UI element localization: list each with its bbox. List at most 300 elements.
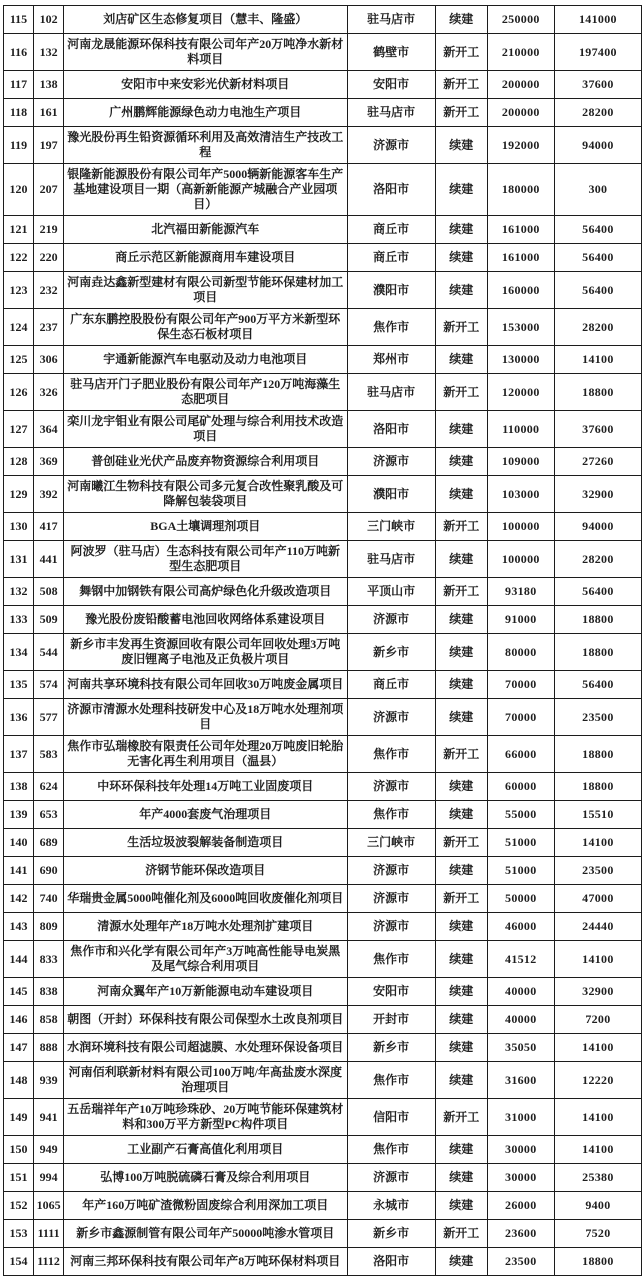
city-cell: 鹤壁市 bbox=[347, 34, 435, 71]
city-cell: 济源市 bbox=[347, 913, 435, 941]
sequence-number-cell: 153 bbox=[4, 1220, 34, 1248]
table-row bbox=[4, 1248, 642, 1276]
project-name-cell: 工业副产石膏高值化利用项目 bbox=[64, 1136, 347, 1164]
table-row bbox=[4, 978, 642, 1006]
annual-investment-cell: 28200 bbox=[554, 541, 641, 578]
project-name-cell: 焦作市弘瑞橡胶有限责任公司年处理20万吨废旧轮胎无害化再生利用项目（温县） bbox=[64, 736, 347, 773]
project-name-cell: 生活垃圾波裂解装备制造项目 bbox=[64, 829, 347, 857]
city-cell: 洛阳市 bbox=[347, 164, 435, 216]
sequence-number-cell: 119 bbox=[4, 127, 34, 164]
city-cell: 新乡市 bbox=[347, 1220, 435, 1248]
sequence-number-cell: 139 bbox=[4, 801, 34, 829]
annual-investment-cell: 47000 bbox=[554, 885, 641, 913]
sequence-number-cell: 146 bbox=[4, 1006, 34, 1034]
project-name-cell: 栾川龙宇钼业有限公司尾矿处理与综合利用技术改造项目 bbox=[64, 411, 347, 448]
table-row bbox=[4, 1220, 642, 1248]
total-investment-cell: 70000 bbox=[487, 671, 554, 699]
city-cell: 三门峡市 bbox=[347, 513, 435, 541]
sequence-number-cell: 152 bbox=[4, 1192, 34, 1220]
annual-investment-cell: 27260 bbox=[554, 448, 641, 476]
city-cell: 开封市 bbox=[347, 1006, 435, 1034]
total-investment-cell: 120000 bbox=[487, 374, 554, 411]
table-row bbox=[4, 346, 642, 374]
total-investment-cell: 55000 bbox=[487, 801, 554, 829]
table-row bbox=[4, 1099, 642, 1136]
city-cell: 焦作市 bbox=[347, 736, 435, 773]
annual-investment-cell: 14100 bbox=[554, 941, 641, 978]
project-name-cell: 阿波罗（驻马店）生态科技有限公司年产110万吨新型生态肥项目 bbox=[64, 541, 347, 578]
total-investment-cell: 30000 bbox=[487, 1164, 554, 1192]
total-investment-cell: 100000 bbox=[487, 513, 554, 541]
sequence-number-cell: 124 bbox=[4, 309, 34, 346]
rank-number-cell: 653 bbox=[34, 801, 64, 829]
total-investment-cell: 161000 bbox=[487, 244, 554, 272]
total-investment-cell: 66000 bbox=[487, 736, 554, 773]
table-row bbox=[4, 736, 642, 773]
status-cell: 续建 bbox=[435, 346, 487, 374]
project-name-cell: 朝图（开封）环保科技有限公司保型水土改良剂项目 bbox=[64, 1006, 347, 1034]
city-cell: 商丘市 bbox=[347, 244, 435, 272]
sequence-number-cell: 143 bbox=[4, 913, 34, 941]
status-cell: 续建 bbox=[435, 671, 487, 699]
table-row bbox=[4, 1006, 642, 1034]
annual-investment-cell: 141000 bbox=[554, 6, 641, 34]
annual-investment-cell: 12220 bbox=[554, 1062, 641, 1099]
table-row bbox=[4, 699, 642, 736]
rank-number-cell: 809 bbox=[34, 913, 64, 941]
total-investment-cell: 91000 bbox=[487, 606, 554, 634]
rank-number-cell: 237 bbox=[34, 309, 64, 346]
total-investment-cell: 26000 bbox=[487, 1192, 554, 1220]
project-name-cell: 驻马店开门子肥业股份有限公司年产120万吨海藻生态肥项目 bbox=[64, 374, 347, 411]
status-cell: 新开工 bbox=[435, 578, 487, 606]
city-cell: 平顶山市 bbox=[347, 578, 435, 606]
annual-investment-cell: 14100 bbox=[554, 829, 641, 857]
city-cell: 驻马店市 bbox=[347, 374, 435, 411]
city-cell: 商丘市 bbox=[347, 671, 435, 699]
total-investment-cell: 23600 bbox=[487, 1220, 554, 1248]
status-cell: 续建 bbox=[435, 476, 487, 513]
rank-number-cell: 838 bbox=[34, 978, 64, 1006]
rank-number-cell: 833 bbox=[34, 941, 64, 978]
sequence-number-cell: 151 bbox=[4, 1164, 34, 1192]
annual-investment-cell: 300 bbox=[554, 164, 641, 216]
table-row bbox=[4, 476, 642, 513]
table-row bbox=[4, 216, 642, 244]
total-investment-cell: 35050 bbox=[487, 1034, 554, 1062]
sequence-number-cell: 142 bbox=[4, 885, 34, 913]
sequence-number-cell: 115 bbox=[4, 6, 34, 34]
city-cell: 济源市 bbox=[347, 127, 435, 164]
rank-number-cell: 102 bbox=[34, 6, 64, 34]
project-name-cell: 银隆新能源股份有限公司年产5000辆新能源客车生产基地建设项目一期（高新新能源产城融合产业园项目） bbox=[64, 164, 347, 216]
city-cell: 永城市 bbox=[347, 1192, 435, 1220]
status-cell: 新开工 bbox=[435, 736, 487, 773]
annual-investment-cell: 14100 bbox=[554, 1136, 641, 1164]
project-name-cell: BGA土壤调理剂项目 bbox=[64, 513, 347, 541]
sequence-number-cell: 125 bbox=[4, 346, 34, 374]
city-cell: 濮阳市 bbox=[347, 272, 435, 309]
total-investment-cell: 60000 bbox=[487, 773, 554, 801]
rank-number-cell: 417 bbox=[34, 513, 64, 541]
project-name-cell: 舞钢中加钢铁有限公司高炉绿色化升级改造项目 bbox=[64, 578, 347, 606]
project-name-cell: 北汽福田新能源汽车 bbox=[64, 216, 347, 244]
sequence-number-cell: 116 bbox=[4, 34, 34, 71]
total-investment-cell: 93180 bbox=[487, 578, 554, 606]
city-cell: 洛阳市 bbox=[347, 1248, 435, 1276]
annual-investment-cell: 14100 bbox=[554, 1034, 641, 1062]
city-cell: 安阳市 bbox=[347, 71, 435, 99]
project-name-cell: 清源水处理年产18万吨水处理剂扩建项目 bbox=[64, 913, 347, 941]
annual-investment-cell: 28200 bbox=[554, 309, 641, 346]
annual-investment-cell: 197400 bbox=[554, 34, 641, 71]
sequence-number-cell: 127 bbox=[4, 411, 34, 448]
annual-investment-cell: 56400 bbox=[554, 578, 641, 606]
rank-number-cell: 132 bbox=[34, 34, 64, 71]
status-cell: 续建 bbox=[435, 541, 487, 578]
rank-number-cell: 219 bbox=[34, 216, 64, 244]
sequence-number-cell: 150 bbox=[4, 1136, 34, 1164]
project-name-cell: 豫光股份废铅酸蓄电池回收网络体系建设项目 bbox=[64, 606, 347, 634]
city-cell: 焦作市 bbox=[347, 309, 435, 346]
table-row bbox=[4, 1062, 642, 1099]
status-cell: 续建 bbox=[435, 1164, 487, 1192]
status-cell: 续建 bbox=[435, 216, 487, 244]
status-cell: 续建 bbox=[435, 1006, 487, 1034]
rank-number-cell: 939 bbox=[34, 1062, 64, 1099]
status-cell: 续建 bbox=[435, 272, 487, 309]
project-name-cell: 宇通新能源汽车电驱动及动力电池项目 bbox=[64, 346, 347, 374]
sequence-number-cell: 123 bbox=[4, 272, 34, 309]
sequence-number-cell: 128 bbox=[4, 448, 34, 476]
project-name-cell: 豫光股份再生铅资源循环利用及高效清洁生产技改工程 bbox=[64, 127, 347, 164]
total-investment-cell: 31600 bbox=[487, 1062, 554, 1099]
table-row bbox=[4, 34, 642, 71]
rank-number-cell: 583 bbox=[34, 736, 64, 773]
table-row bbox=[4, 1034, 642, 1062]
sequence-number-cell: 144 bbox=[4, 941, 34, 978]
status-cell: 续建 bbox=[435, 699, 487, 736]
table-row bbox=[4, 99, 642, 127]
status-cell: 续建 bbox=[435, 606, 487, 634]
table-row bbox=[4, 71, 642, 99]
total-investment-cell: 180000 bbox=[487, 164, 554, 216]
annual-investment-cell: 7200 bbox=[554, 1006, 641, 1034]
rank-number-cell: 364 bbox=[34, 411, 64, 448]
total-investment-cell: 50000 bbox=[487, 885, 554, 913]
project-name-cell: 广州鹏辉能源绿色动力电池生产项目 bbox=[64, 99, 347, 127]
city-cell: 济源市 bbox=[347, 606, 435, 634]
rank-number-cell: 858 bbox=[34, 1006, 64, 1034]
sequence-number-cell: 118 bbox=[4, 99, 34, 127]
status-cell: 新开工 bbox=[435, 309, 487, 346]
project-name-cell: 安阳市中来安彩光伏新材料项目 bbox=[64, 71, 347, 99]
sequence-number-cell: 121 bbox=[4, 216, 34, 244]
sequence-number-cell: 126 bbox=[4, 374, 34, 411]
table-row bbox=[4, 244, 642, 272]
sequence-number-cell: 137 bbox=[4, 736, 34, 773]
total-investment-cell: 31000 bbox=[487, 1099, 554, 1136]
status-cell: 续建 bbox=[435, 1136, 487, 1164]
annual-investment-cell: 18800 bbox=[554, 634, 641, 671]
rank-number-cell: 740 bbox=[34, 885, 64, 913]
city-cell: 济源市 bbox=[347, 857, 435, 885]
sequence-number-cell: 138 bbox=[4, 773, 34, 801]
status-cell: 新开工 bbox=[435, 71, 487, 99]
project-name-cell: 济钢节能环保改造项目 bbox=[64, 857, 347, 885]
annual-investment-cell: 28200 bbox=[554, 99, 641, 127]
project-name-cell: 河南众翼年产10万新能源电动车建设项目 bbox=[64, 978, 347, 1006]
status-cell: 续建 bbox=[435, 857, 487, 885]
sequence-number-cell: 131 bbox=[4, 541, 34, 578]
project-name-cell: 刘店矿区生态修复项目（慧丰、隆盛） bbox=[64, 6, 347, 34]
city-cell: 济源市 bbox=[347, 448, 435, 476]
city-cell: 郑州市 bbox=[347, 346, 435, 374]
city-cell: 焦作市 bbox=[347, 941, 435, 978]
project-name-cell: 河南佰利联新材料有限公司100万吨/年高盐废水深度治理项目 bbox=[64, 1062, 347, 1099]
rank-number-cell: 161 bbox=[34, 99, 64, 127]
total-investment-cell: 41512 bbox=[487, 941, 554, 978]
rank-number-cell: 441 bbox=[34, 541, 64, 578]
project-name-cell: 河南曦江生物科技有限公司多元复合改性聚乳酸及可降解包装袋项目 bbox=[64, 476, 347, 513]
table-row bbox=[4, 578, 642, 606]
total-investment-cell: 210000 bbox=[487, 34, 554, 71]
rank-number-cell: 1111 bbox=[34, 1220, 64, 1248]
project-name-cell: 济源市清源水处理科技研发中心及18万吨水处理剂项目 bbox=[64, 699, 347, 736]
status-cell: 新开工 bbox=[435, 829, 487, 857]
city-cell: 商丘市 bbox=[347, 216, 435, 244]
status-cell: 续建 bbox=[435, 1062, 487, 1099]
status-cell: 新开工 bbox=[435, 99, 487, 127]
total-investment-cell: 51000 bbox=[487, 829, 554, 857]
city-cell: 济源市 bbox=[347, 699, 435, 736]
annual-investment-cell: 94000 bbox=[554, 513, 641, 541]
city-cell: 济源市 bbox=[347, 885, 435, 913]
total-investment-cell: 40000 bbox=[487, 1006, 554, 1034]
project-list-table bbox=[3, 5, 642, 1276]
annual-investment-cell: 37600 bbox=[554, 71, 641, 99]
total-investment-cell: 103000 bbox=[487, 476, 554, 513]
status-cell: 续建 bbox=[435, 913, 487, 941]
sequence-number-cell: 130 bbox=[4, 513, 34, 541]
annual-investment-cell: 32900 bbox=[554, 978, 641, 1006]
total-investment-cell: 110000 bbox=[487, 411, 554, 448]
table-row bbox=[4, 127, 642, 164]
status-cell: 续建 bbox=[435, 411, 487, 448]
sequence-number-cell: 132 bbox=[4, 578, 34, 606]
rank-number-cell: 326 bbox=[34, 374, 64, 411]
status-cell: 续建 bbox=[435, 634, 487, 671]
project-name-cell: 五岳瑞祥年产10万吨珍珠砂、20万吨节能环保建筑材料和300万平方新型PC构件项目 bbox=[64, 1099, 347, 1136]
status-cell: 续建 bbox=[435, 1192, 487, 1220]
city-cell: 济源市 bbox=[347, 1164, 435, 1192]
table-row bbox=[4, 1164, 642, 1192]
total-investment-cell: 46000 bbox=[487, 913, 554, 941]
annual-investment-cell: 18800 bbox=[554, 1248, 641, 1276]
table-row bbox=[4, 773, 642, 801]
project-name-cell: 年产4000套废气治理项目 bbox=[64, 801, 347, 829]
rank-number-cell: 624 bbox=[34, 773, 64, 801]
status-cell: 续建 bbox=[435, 164, 487, 216]
rank-number-cell: 690 bbox=[34, 857, 64, 885]
annual-investment-cell: 56400 bbox=[554, 272, 641, 309]
sequence-number-cell: 133 bbox=[4, 606, 34, 634]
total-investment-cell: 70000 bbox=[487, 699, 554, 736]
annual-investment-cell: 23500 bbox=[554, 857, 641, 885]
annual-investment-cell: 56400 bbox=[554, 244, 641, 272]
sequence-number-cell: 135 bbox=[4, 671, 34, 699]
annual-investment-cell: 15510 bbox=[554, 801, 641, 829]
total-investment-cell: 40000 bbox=[487, 978, 554, 1006]
project-name-cell: 河南垚达鑫新型建材有限公司新型节能环保建材加工项目 bbox=[64, 272, 347, 309]
total-investment-cell: 100000 bbox=[487, 541, 554, 578]
rank-number-cell: 1112 bbox=[34, 1248, 64, 1276]
rank-number-cell: 544 bbox=[34, 634, 64, 671]
status-cell: 新开工 bbox=[435, 374, 487, 411]
rank-number-cell: 220 bbox=[34, 244, 64, 272]
city-cell: 驻马店市 bbox=[347, 6, 435, 34]
city-cell: 驻马店市 bbox=[347, 541, 435, 578]
annual-investment-cell: 18800 bbox=[554, 773, 641, 801]
project-name-cell: 弘博100万吨脱硫磷石膏及综合利用项目 bbox=[64, 1164, 347, 1192]
project-name-cell: 河南三邦环保科技有限公司年产8万吨环保材料项目 bbox=[64, 1248, 347, 1276]
total-investment-cell: 161000 bbox=[487, 216, 554, 244]
sequence-number-cell: 154 bbox=[4, 1248, 34, 1276]
sequence-number-cell: 129 bbox=[4, 476, 34, 513]
total-investment-cell: 200000 bbox=[487, 71, 554, 99]
project-name-cell: 广东东鹏控股股份有限公司年产900万平方米新型环保生态石板材项目 bbox=[64, 309, 347, 346]
rank-number-cell: 949 bbox=[34, 1136, 64, 1164]
status-cell: 续建 bbox=[435, 978, 487, 1006]
rank-number-cell: 1065 bbox=[34, 1192, 64, 1220]
status-cell: 续建 bbox=[435, 1034, 487, 1062]
total-investment-cell: 192000 bbox=[487, 127, 554, 164]
city-cell: 焦作市 bbox=[347, 1136, 435, 1164]
city-cell: 新乡市 bbox=[347, 634, 435, 671]
status-cell: 新开工 bbox=[435, 34, 487, 71]
status-cell: 续建 bbox=[435, 1248, 487, 1276]
total-investment-cell: 130000 bbox=[487, 346, 554, 374]
status-cell: 续建 bbox=[435, 6, 487, 34]
rank-number-cell: 207 bbox=[34, 164, 64, 216]
sequence-number-cell: 145 bbox=[4, 978, 34, 1006]
total-investment-cell: 51000 bbox=[487, 857, 554, 885]
project-name-cell: 年产160万吨矿渣微粉固废综合利用深加工项目 bbox=[64, 1192, 347, 1220]
annual-investment-cell: 18800 bbox=[554, 736, 641, 773]
table-row bbox=[4, 885, 642, 913]
project-name-cell: 焦作市和兴化学有限公司年产3万吨高性能导电炭黑及尾气综合利用项目 bbox=[64, 941, 347, 978]
project-name-cell: 新乡市鑫源制管有限公司年产50000吨渗水管项目 bbox=[64, 1220, 347, 1248]
city-cell: 新乡市 bbox=[347, 1034, 435, 1062]
sequence-number-cell: 140 bbox=[4, 829, 34, 857]
status-cell: 新开工 bbox=[435, 513, 487, 541]
annual-investment-cell: 23500 bbox=[554, 699, 641, 736]
table-row bbox=[4, 448, 642, 476]
annual-investment-cell: 32900 bbox=[554, 476, 641, 513]
total-investment-cell: 23500 bbox=[487, 1248, 554, 1276]
status-cell: 续建 bbox=[435, 941, 487, 978]
rank-number-cell: 577 bbox=[34, 699, 64, 736]
rank-number-cell: 888 bbox=[34, 1034, 64, 1062]
table-row bbox=[4, 374, 642, 411]
sequence-number-cell: 147 bbox=[4, 1034, 34, 1062]
sequence-number-cell: 117 bbox=[4, 71, 34, 99]
table-row bbox=[4, 913, 642, 941]
city-cell: 信阳市 bbox=[347, 1099, 435, 1136]
table-body bbox=[4, 6, 642, 1276]
annual-investment-cell: 7520 bbox=[554, 1220, 641, 1248]
project-name-cell: 中环环保科技年处理14万吨工业固废项目 bbox=[64, 773, 347, 801]
city-cell: 焦作市 bbox=[347, 801, 435, 829]
table-row bbox=[4, 671, 642, 699]
rank-number-cell: 574 bbox=[34, 671, 64, 699]
annual-investment-cell: 18800 bbox=[554, 606, 641, 634]
status-cell: 新开工 bbox=[435, 1099, 487, 1136]
total-investment-cell: 109000 bbox=[487, 448, 554, 476]
project-name-cell: 华瑞贵金属5000吨催化剂及6000吨回收废催化剂项目 bbox=[64, 885, 347, 913]
table-row bbox=[4, 1192, 642, 1220]
rank-number-cell: 232 bbox=[34, 272, 64, 309]
rank-number-cell: 508 bbox=[34, 578, 64, 606]
annual-investment-cell: 37600 bbox=[554, 411, 641, 448]
city-cell: 济源市 bbox=[347, 773, 435, 801]
project-name-cell: 普创硅业光伏产品废弃物资源综合利用项目 bbox=[64, 448, 347, 476]
table-row bbox=[4, 801, 642, 829]
sequence-number-cell: 134 bbox=[4, 634, 34, 671]
status-cell: 续建 bbox=[435, 127, 487, 164]
annual-investment-cell: 94000 bbox=[554, 127, 641, 164]
sequence-number-cell: 120 bbox=[4, 164, 34, 216]
project-name-cell: 水润环境科技有限公司超滤膜、水处理环保设备项目 bbox=[64, 1034, 347, 1062]
table-row bbox=[4, 829, 642, 857]
total-investment-cell: 160000 bbox=[487, 272, 554, 309]
total-investment-cell: 80000 bbox=[487, 634, 554, 671]
total-investment-cell: 250000 bbox=[487, 6, 554, 34]
sequence-number-cell: 122 bbox=[4, 244, 34, 272]
annual-investment-cell: 9400 bbox=[554, 1192, 641, 1220]
status-cell: 续建 bbox=[435, 801, 487, 829]
sequence-number-cell: 141 bbox=[4, 857, 34, 885]
status-cell: 续建 bbox=[435, 244, 487, 272]
table-row bbox=[4, 941, 642, 978]
rank-number-cell: 306 bbox=[34, 346, 64, 374]
project-name-cell: 新乡市丰发再生资源回收有限公司年回收处理3万吨废旧锂离子电池及正负极片项目 bbox=[64, 634, 347, 671]
city-cell: 濮阳市 bbox=[347, 476, 435, 513]
status-cell: 新开工 bbox=[435, 885, 487, 913]
annual-investment-cell: 25380 bbox=[554, 1164, 641, 1192]
status-cell: 续建 bbox=[435, 448, 487, 476]
rank-number-cell: 941 bbox=[34, 1099, 64, 1136]
city-cell: 驻马店市 bbox=[347, 99, 435, 127]
rank-number-cell: 369 bbox=[34, 448, 64, 476]
city-cell: 焦作市 bbox=[347, 1062, 435, 1099]
total-investment-cell: 30000 bbox=[487, 1136, 554, 1164]
sequence-number-cell: 136 bbox=[4, 699, 34, 736]
project-name-cell: 河南龙晟能源环保科技有限公司年产20万吨净水新材料项目 bbox=[64, 34, 347, 71]
rank-number-cell: 689 bbox=[34, 829, 64, 857]
city-cell: 安阳市 bbox=[347, 978, 435, 1006]
status-cell: 新开工 bbox=[435, 1220, 487, 1248]
table-row bbox=[4, 1136, 642, 1164]
rank-number-cell: 994 bbox=[34, 1164, 64, 1192]
table-row bbox=[4, 309, 642, 346]
table-row bbox=[4, 164, 642, 216]
table-row bbox=[4, 6, 642, 34]
city-cell: 三门峡市 bbox=[347, 829, 435, 857]
rank-number-cell: 197 bbox=[34, 127, 64, 164]
document-page bbox=[0, 5, 640, 1268]
project-name-cell: 河南共享环境科技有限公司年回收30万吨废金属项目 bbox=[64, 671, 347, 699]
